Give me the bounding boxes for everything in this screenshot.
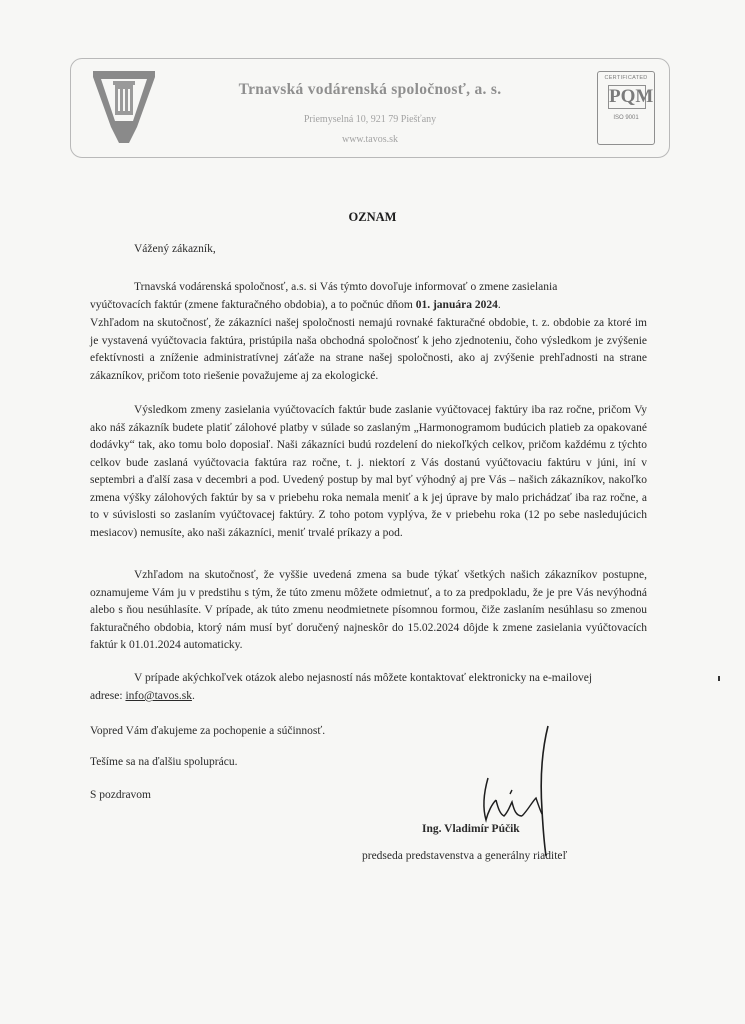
- cert-top-text: CERTIFICATED: [604, 75, 648, 81]
- paragraph-1-line-1: Trnavská vodárenská spoločnosť, a.s. si Vás týmto dovoľuje informovať o zmene zasielania: [134, 281, 558, 293]
- company-name: Trnavská vodárenská spoločnosť, a. s.: [238, 81, 502, 98]
- certification-badge: [597, 71, 655, 145]
- paragraph-1-rest: Vzhľadom na skutočnosť, že zákazníci našej spoločnosti nemajú rovnaké fakturačné obdobie, t. z. obdobie za ktoré im je vystavená vyúčtovacia faktúra, pristúpila naša obchodná spoločnosť k jeho zjednoteniu, čoho výsledkom je zvýšenie efektívnosti a zníženie administratívnej záťaže na strane našej spoločnosti, ako aj zvýšenie prehľadnosti na strane zákazníkov, pričom toto riešenie považujeme aj za ekologické.: [90, 317, 647, 382]
- paragraph-4-line-1: V prípade akýchkoľvek otázok alebo nejasností nás môžete kontaktovať elektronicky na e-mailovej: [134, 672, 593, 684]
- paragraph-1-line-2: [90, 297, 647, 315]
- looking-forward-line: Tešíme sa na ďalšiu spoluprácu.: [90, 756, 238, 768]
- paragraph-4-line-2: [90, 688, 647, 706]
- thanks-line: Vopred Vám ďakujeme za pochopenie a súčinnosť.: [90, 725, 326, 737]
- cert-logo: PQM: [609, 86, 654, 107]
- paragraph-1-text: vyúčtovacích faktúr (zmene fakturačného obdobia), a to počnúc dňom: [90, 299, 416, 311]
- paragraph-3: Vzhľadom na skutočnosť, že vyššie uvedená zmena sa bude týkať všetkých našich zákazníkov postupne, oznamujeme Vám ju v predstihu s tým, že túto zmenu môžete odmietnuť, a to za predpokladu, že je pre Vás nevýhodná alebo s ňou nesúhlasíte. V prípade, ak túto zmenu neodmietnete písomnou formou, čiže zaslaním nesúhlasu so zmenou fakturačného obdobia, ktorý nám musí byť doručený najneskôr do 15.02.2024 dôjde k zmene zasielania vyúčtovacích faktúr k 01.01.2024 automaticky.: [90, 569, 647, 651]
- signer-role: predseda predstavenstva a generálny riaditeľ: [362, 850, 568, 862]
- effective-date: 01. januára 2024: [415, 299, 498, 311]
- paragraph-2: Výsledkom zmeny zasielania vyúčtovacích faktúr bude zaslanie vyúčtovacej faktúry iba raz ročne, pričom Vy ako náš zákazník budete platiť zálohové platby v súlade so zaslaným „Harmonogramom budúcich platieb za opakované dodávky“ tak, ako tomu bolo doposiaľ. Naši zákazníci budú rozdelení do niekoľkých celkov, pričom každému z týchto celkov bude zaslaná vyúčtovacia faktúra raz ročne, t. j. niektorí z Vás dostanú vyúčtovaciu faktúru v júni, iní v septembri a ďalší zasa v decembri a pod. Uvedený postup by mal byť výhodný aj pre Vás – našich zákazníkov, nakoľko zmena výšky zálohových faktúr by sa v priebehu roka nemala meniť a k jej úprave by malo prichádzať iba raz ročne, a to v súvislosti so zaslaním vyúčtovacej faktúry. Z toho potom vyplýva, že v priebehu roka (12 po sebe nasledujúcich mesiacov) nemusíte, ako naši zákazníci, meniť trvalé príkazy a pod.: [90, 404, 647, 539]
- cert-standard: ISO 9001: [613, 115, 639, 121]
- address-period: .: [191, 690, 195, 702]
- letter-title: OZNAM: [348, 210, 397, 224]
- paragraph-1-period: .: [497, 299, 501, 311]
- address-label: adrese:: [90, 690, 126, 702]
- company-website: www.tavos.sk: [341, 134, 398, 145]
- closing-line: S pozdravom: [90, 789, 152, 801]
- signer-name: Ing. Vladimír Púčik: [422, 823, 520, 835]
- letterhead: [70, 58, 670, 158]
- scan-mark: [718, 676, 720, 681]
- email-link[interactable]: info@tavos.sk: [125, 690, 192, 702]
- greeting: Vážený zákazník,: [134, 243, 216, 255]
- company-address: Priemyselná 10, 921 79 Piešťany: [303, 114, 437, 125]
- signature: [470, 720, 580, 860]
